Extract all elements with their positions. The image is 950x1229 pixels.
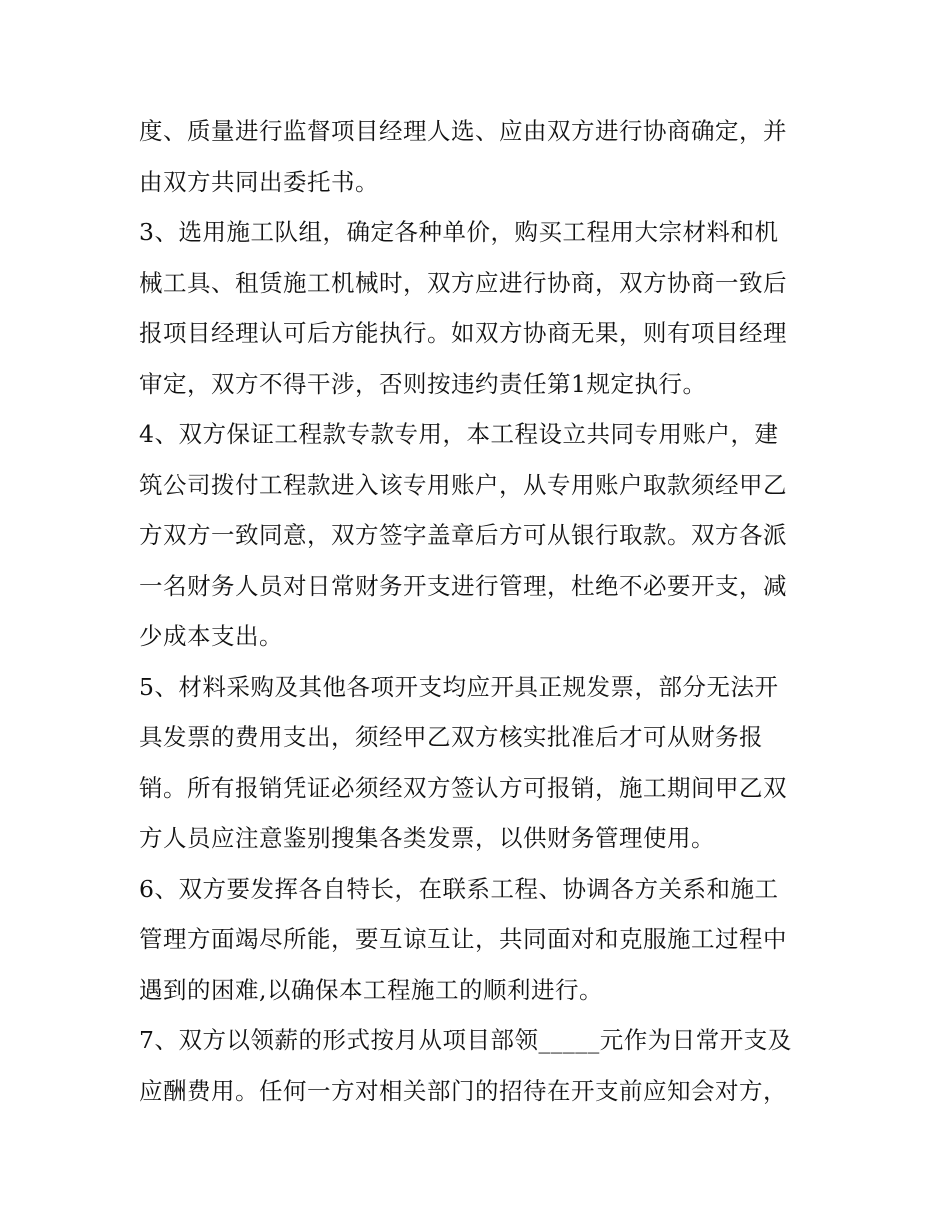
text-line: 管理方面竭尽所能，要互谅互让，共同面对和克服施工过程中 <box>139 925 787 953</box>
text-line: 一名财务人员对日常财务开支进行管理，杜绝不必要开支，减 <box>139 572 787 600</box>
text-line: 筑公司拨付工程款进入该专用账户，从专用账户取款须经甲乙 <box>139 471 787 499</box>
text-line: 由双方共同出委托书。 <box>139 168 379 196</box>
text-line: 7、双方以领薪的形式按月从项目部领_____元作为日常开支及 <box>139 1026 792 1054</box>
text-line: 3、选用施工队组，确定各种单价，购买工程用大宗材料和机 <box>139 218 779 246</box>
text-line: 报项目经理认可后方能执行。如双方协商无果，则有项目经理 <box>139 319 787 347</box>
text-line: 5、材料采购及其他各项开支均应开具正规发票，部分无法开 <box>139 673 779 701</box>
text-line: 6、双方要发挥各自特长，在联系工程、协调各方关系和施工 <box>139 875 779 903</box>
text-line: 4、双方保证工程款专款专用，本工程设立共同专用账户，建 <box>139 420 779 448</box>
text-line: 械工具、租赁施工机械时，双方应进行协商，双方协商一致后 <box>139 269 787 297</box>
text-line: 应酬费用。任何一方对相关部门的招待在开支前应知会对方， <box>139 1077 787 1105</box>
text-line: 方人员应注意鉴别搜集各类发票，以供财务管理使用。 <box>139 824 715 852</box>
text-line: 具发票的费用支出，须经甲乙双方核实批准后才可从财务报 <box>139 723 763 751</box>
text-line: 遇到的困难,以确保本工程施工的顺利进行。 <box>139 976 603 1004</box>
text-line: 方双方一致同意，双方签字盖章后方可从银行取款。双方各派 <box>139 521 787 549</box>
text-line: 销。所有报销凭证必须经双方签认方可报销，施工期间甲乙双 <box>139 774 787 802</box>
text-line: 审定，双方不得干涉，否则按违约责任第1规定执行。 <box>139 370 707 398</box>
text-line: 少成本支出。 <box>139 622 283 650</box>
text-line: 度、质量进行监督项目经理人选、应由双方进行协商确定，并 <box>139 117 787 145</box>
